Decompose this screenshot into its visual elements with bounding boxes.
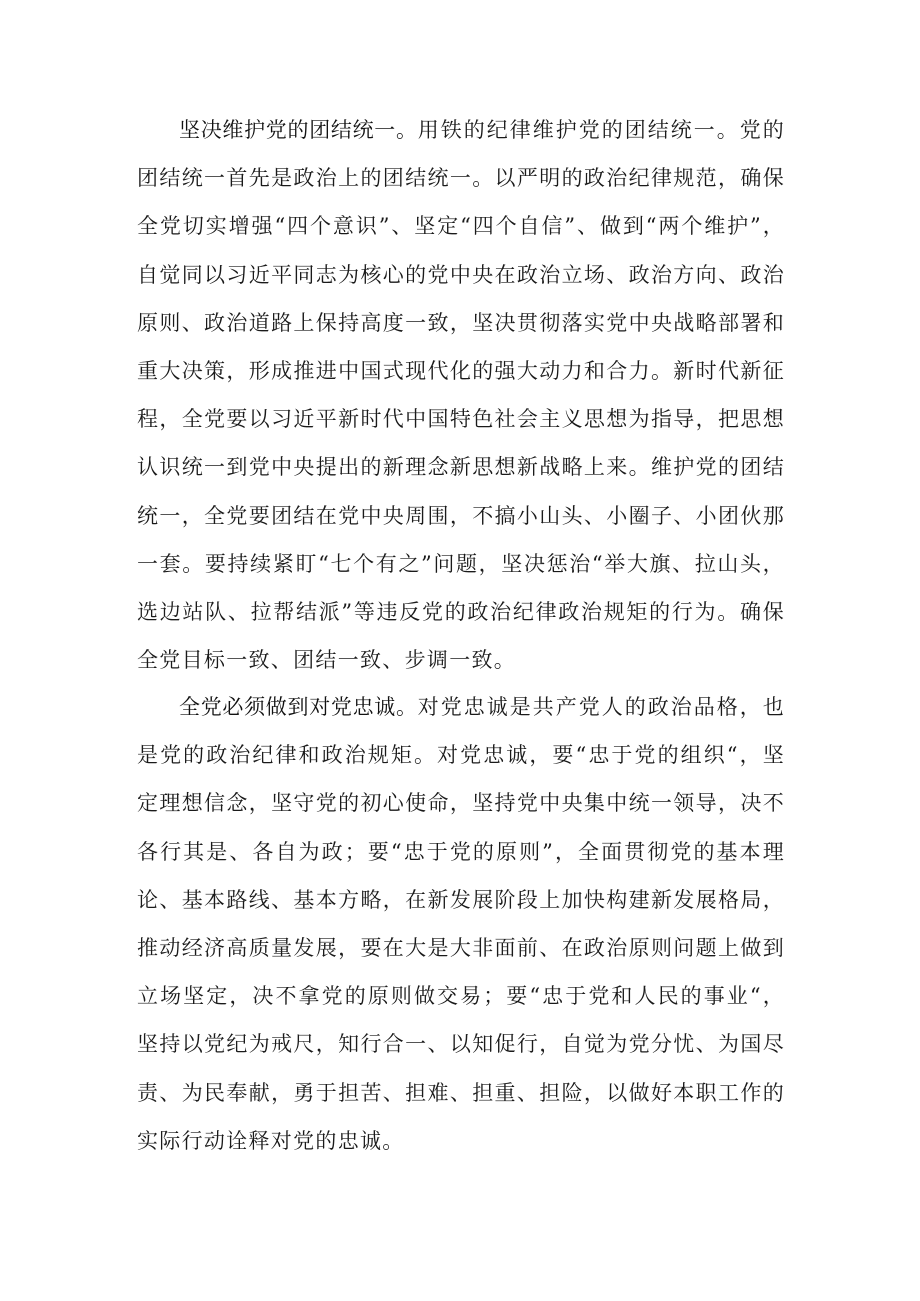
paragraph-body: 对党忠诚是共产党人的政治品格，也是党的政治纪律和政治规矩。对党忠诚，要“忠于党的组织“，坚定理想信念，坚守党的初心使命，坚持党中央集中统一领导，决不各行其是、各自为政；要“忠于党的原则”，全面贯彻党的基本理论、基本路线、基本方略，在新发展阶段上加快构建新发展格局，推动经济高质量发展，要在大是大非面前、在政治原则问题上做到立场坚定，决不拿党的原则做交易；要“忠于党和人民的事业“，坚持以党纪为戒尺，知行合一、以知促行，自觉为党分忧、为国尽责、为民奉献，勇于担苦、担难、担重、担险，以做好本职工作的实际行动诠释对党的忠诚。 bbox=[137, 695, 785, 1153]
paragraph-party-loyalty bbox=[137, 683, 785, 1165]
paragraph-party-unity bbox=[137, 106, 785, 684]
paragraph-body: 用铁的纪律维护党的团结统一。党的团结统一首先是政治上的团结统一。以严明的政治纪律规范，确保全党切实增强“四个意识”、坚定“四个自信”、做到“两个维护”，自觉同以习近平同志为核心的党中央在政治立场、政治方向、政治原则、政治道路上保持高度一致，坚决贯彻落实党中央战略部署和重大决策，形成推进中国式现代化的强大动力和合力。新时代新征程，全党要以习近平新时代中国特色社会主义思想为指导，把思想认识统一到党中央提出的新理念新思想新战略上来。维护党的团结统一，全党要团结在党中央周围，不搞小山头、小圈子、小团伙那一套。要持续紧盯“七个有之”问题，坚决惩治“举大旗、拉山头，选边站队、拉帮结派”等违反党的政治纪律政治规矩的行为。确保全党目标一致、团结一致、步调一致。 bbox=[137, 118, 785, 673]
paragraph-heading: 坚决维护党的团结统一。 bbox=[179, 118, 418, 142]
paragraph-heading: 全党必须做到对党忠诚。 bbox=[179, 695, 418, 719]
